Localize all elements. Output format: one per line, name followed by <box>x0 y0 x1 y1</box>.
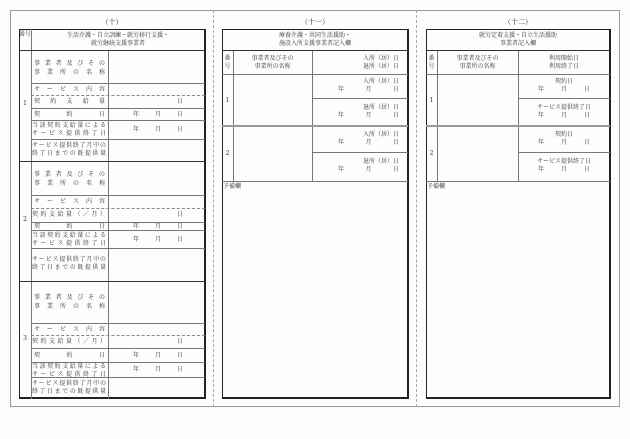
contract-date-field[interactable]: 契約日 年 月 日 <box>538 78 590 93</box>
title-line-1: 就労定着支援・自立生活援助 <box>478 32 557 39</box>
column-header-dates: 入所（居）日 退所（居）日 <box>362 55 399 70</box>
end-date-label: 当該契約支給量による サービス提供終了日 <box>32 363 106 378</box>
divider <box>222 125 408 127</box>
service-label: サービス内容 <box>34 326 105 333</box>
name-label: 事業者及びその 事業所の名称 <box>34 294 105 310</box>
contract-date-field[interactable]: 年 月 日 <box>133 223 183 230</box>
entry-number: 3 <box>23 335 27 342</box>
remarks-label: 予備欄 <box>223 183 242 190</box>
section-10-number: （十） <box>101 18 123 26</box>
name-field[interactable] <box>438 128 517 180</box>
end-date-label: 当該契約支給量による サービス提供終了日 <box>32 122 106 137</box>
divider <box>31 348 205 349</box>
divider <box>31 95 205 96</box>
service-field[interactable] <box>108 196 205 207</box>
contract-date-field[interactable]: 契約日 年 月 日 <box>538 131 590 146</box>
divider <box>19 50 206 51</box>
amount-field[interactable]: 日 <box>176 98 183 105</box>
row-number: 1 <box>225 97 230 104</box>
column-header-number: 番号 <box>428 55 435 70</box>
divider <box>222 50 409 51</box>
name-field[interactable] <box>234 75 311 125</box>
amount-label: 契約支給量 <box>34 98 105 105</box>
service-label: サービス内容 <box>34 198 105 205</box>
column-header-dates: 利用開始日 利用終了日 <box>548 55 579 70</box>
title-line-2: 就労継続支援事業者 <box>90 39 145 47</box>
remarks-label: 予備欄 <box>427 183 446 190</box>
divider <box>31 208 205 209</box>
divider <box>518 98 610 99</box>
section-11-number: （十一） <box>301 18 329 26</box>
name-field[interactable] <box>108 162 205 194</box>
contract-date-label: 契約日 <box>34 111 105 118</box>
end-date-field[interactable]: 年 月 日 <box>133 366 183 373</box>
amount-label: 契約支給量（／月） <box>32 338 106 345</box>
service-field[interactable] <box>108 84 205 95</box>
title-line-2: 施設入所支援事業者記入欄 <box>278 39 351 47</box>
amount-field[interactable]: 日 <box>176 338 183 345</box>
admission-date-field[interactable]: 入所（居）日 年 月 日 <box>338 78 399 93</box>
remarks-field[interactable] <box>223 192 407 397</box>
divider <box>518 152 610 153</box>
divider <box>222 181 408 182</box>
column-header-number: 番号 <box>19 31 32 38</box>
provided-amount-field[interactable] <box>108 140 205 160</box>
divider <box>19 281 206 282</box>
divider <box>31 120 205 121</box>
service-end-date-field[interactable]: サービス提供終了日 年 月 日 <box>536 104 591 119</box>
column-separator <box>416 10 417 407</box>
service-field[interactable] <box>108 324 205 335</box>
end-date-field[interactable]: 年 月 日 <box>133 236 183 243</box>
provided-amount-field[interactable] <box>108 378 205 397</box>
divider <box>426 125 610 127</box>
divider <box>31 230 205 231</box>
provided-amount-label: サービス提供終了月中の 終了日までの既提供量 <box>32 256 106 271</box>
amount-label: 契約支給量（／月） <box>32 211 106 218</box>
entry-number: 1 <box>23 100 27 107</box>
contract-date-label: 契約日 <box>34 352 105 359</box>
provided-amount-label: サービス提供終了月中の 終了日までの既提供量 <box>32 380 106 395</box>
discharge-date-field[interactable]: 退所（居）日 年 月 日 <box>338 104 399 119</box>
name-field[interactable] <box>438 75 517 125</box>
provided-amount-field[interactable] <box>108 249 205 280</box>
name-field[interactable] <box>108 52 205 82</box>
end-date-label: 当該契約支給量による サービス提供終了日 <box>32 232 106 247</box>
row-number: 1 <box>429 97 434 104</box>
column-header-name: 事業者及びその 事業所の名称 <box>456 55 499 70</box>
amount-field[interactable]: 日 <box>176 211 183 218</box>
name-field[interactable] <box>234 128 311 180</box>
remarks-field[interactable] <box>427 192 609 397</box>
service-label: サービス内容 <box>34 86 105 93</box>
entry-number: 2 <box>23 216 27 223</box>
column-header-name: 事業者及びその 事業所の名称 <box>251 55 294 70</box>
contract-date-field[interactable]: 年 月 日 <box>133 111 183 118</box>
title-line-2: 事業者記入欄 <box>499 39 536 47</box>
title-line-1: 生活介護・自立訓練・就労移行支援・ <box>66 32 169 39</box>
divider <box>426 181 610 182</box>
contract-date-field[interactable]: 年 月 日 <box>133 352 183 359</box>
divider <box>31 108 205 109</box>
provided-amount-label: サービス提供終了月中の 終了日までの既提供量 <box>32 142 106 157</box>
discharge-date-field[interactable]: 退所（居）日 年 月 日 <box>338 158 399 173</box>
section-12-title <box>426 32 610 47</box>
title-line-1: 療養介護・共同生活援助・ <box>278 32 351 39</box>
row-number: 2 <box>429 150 434 157</box>
row-number: 2 <box>225 150 230 157</box>
divider <box>312 98 408 99</box>
divider <box>312 152 408 153</box>
column-separator <box>213 10 214 407</box>
name-label: 事業者及びその 事業所の名称 <box>34 171 105 187</box>
column-header-number: 番号 <box>224 55 231 70</box>
name-field[interactable] <box>108 283 205 322</box>
section-10-title <box>31 32 205 47</box>
divider <box>31 335 205 336</box>
section-11-title <box>222 32 408 47</box>
service-end-date-field[interactable]: サービス提供終了日 年 月 日 <box>536 158 591 173</box>
end-date-field[interactable]: 年 月 日 <box>133 126 183 133</box>
name-label: 事業者及びその 事業所の名称 <box>34 60 105 76</box>
admission-date-field[interactable]: 入所（居）日 年 月 日 <box>338 131 399 146</box>
contract-date-label: 契約日 <box>34 223 105 230</box>
section-12-number: （十二） <box>504 18 532 26</box>
